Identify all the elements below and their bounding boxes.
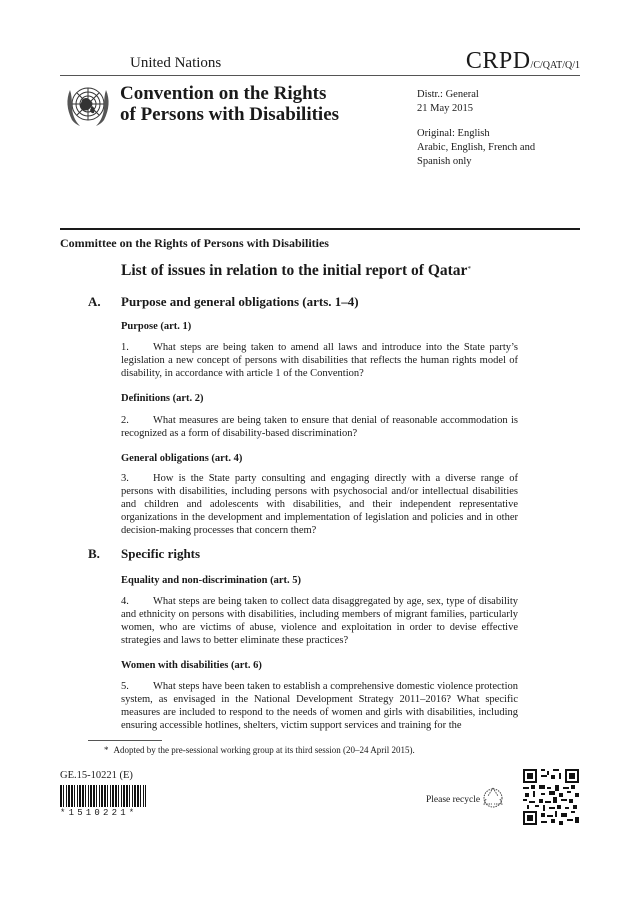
subsection-heading: Equality and non-discrimination (art. 5) bbox=[121, 575, 301, 586]
qr-code-icon bbox=[523, 769, 579, 825]
subsection-heading: General obligations (art. 4) bbox=[121, 453, 243, 464]
subsection-heading: Definitions (art. 2) bbox=[121, 393, 204, 404]
paragraph-1 bbox=[121, 341, 518, 380]
symbol-main: CRPD bbox=[465, 48, 531, 74]
recycle-icon bbox=[482, 786, 504, 808]
footnote bbox=[104, 745, 415, 755]
footnote-text: Adopted by the pre-sessional working group at its third session (20–24 April 2015). bbox=[113, 745, 415, 755]
language-block bbox=[417, 127, 567, 169]
org-name: United Nations bbox=[130, 55, 222, 71]
subsection-heading: Purpose (art. 1) bbox=[121, 321, 192, 332]
title-rule bbox=[60, 228, 580, 230]
para-text: How is the State party consulting and engaging directly with a diverse range of persons with disabilities, including persons with psychosocial and/or intellectual disabilities and children and adolescents with disabilities, and their independent representative organizations in the development and implementation of legislation and policies and in other decision-making processes that concern them? bbox=[121, 473, 518, 536]
symbol-suffix: /C/QAT/Q/1 bbox=[530, 60, 580, 71]
para-text: What steps are being taken to collect data disaggregated by age, sex, type of disability and ethnicity on persons with disabilities, including members of migrant families, particularly women, who are victims of abuse, violence and exploitation in order to devise effective strategies and laws to better eliminate these practices? bbox=[121, 596, 518, 646]
original-language: Original: English bbox=[417, 128, 490, 139]
subsection-heading: Women with disabilities (art. 6) bbox=[121, 660, 262, 671]
languages-line1: Arabic, English, French and bbox=[417, 142, 536, 153]
barcode-icon bbox=[60, 785, 146, 807]
committee-name: Committee on the Rights of Persons with Disabilities bbox=[60, 236, 329, 250]
distribution-block bbox=[417, 88, 479, 116]
para-number: 2. bbox=[121, 415, 129, 426]
treaty-title-line1: Convention on the Rights bbox=[120, 83, 327, 104]
distribution: Distr.: General bbox=[417, 89, 479, 100]
document-title bbox=[121, 262, 471, 280]
header-rule bbox=[60, 75, 580, 76]
paragraph-3 bbox=[121, 472, 518, 537]
treaty-title-line2: of Persons with Disabilities bbox=[120, 104, 340, 125]
paragraph-5 bbox=[121, 680, 518, 732]
footnote-mark: * bbox=[104, 745, 109, 755]
section-letter: A. bbox=[88, 294, 101, 309]
para-text: What steps have been taken to establish a comprehensive domestic violence protection system, as envisaged in the National Development Strategy 2011–2016? What specific measures are included to respond to the needs of women and girls with disabilities, including ensuring accessible hotlines, shelters, victim support services and training for the bbox=[121, 681, 518, 731]
recycle-text: Please recycle bbox=[426, 795, 481, 805]
document-title-text: List of issues in relation to the initial report of Qatar bbox=[121, 262, 468, 279]
footnote-rule bbox=[88, 740, 162, 741]
section-b-heading bbox=[88, 546, 538, 564]
para-number: 4. bbox=[121, 596, 129, 607]
para-text: What measures are being taken to ensure that denial of reasonable accommodation is recognized as a form of disability-based discrimination? bbox=[121, 415, 518, 439]
para-text: What steps are being taken to amend all laws and introduce into the State party’s legislation a new concept of persons with disabilities that reflects the human rights model of disability, in accordance with article 1 of the Convention? bbox=[121, 342, 518, 379]
barcode-text: *1510221* bbox=[60, 808, 138, 818]
section-a-heading bbox=[88, 294, 538, 312]
section-letter: B. bbox=[88, 546, 100, 561]
paragraph-2 bbox=[121, 414, 518, 440]
section-title: Specific rights bbox=[121, 546, 201, 561]
title-footnote-link[interactable]: * bbox=[467, 265, 471, 273]
document-symbol bbox=[466, 48, 580, 75]
un-emblem-icon bbox=[62, 80, 114, 132]
issue-date: 21 May 2015 bbox=[417, 103, 473, 114]
treaty-body-title bbox=[120, 83, 339, 125]
languages-line2: Spanish only bbox=[417, 156, 472, 167]
paragraph-4 bbox=[121, 595, 518, 647]
para-number: 1. bbox=[121, 342, 129, 353]
para-number: 3. bbox=[121, 473, 129, 484]
job-number: GE.15-10221 (E) bbox=[60, 770, 133, 781]
para-number: 5. bbox=[121, 681, 129, 692]
section-title: Purpose and general obligations (arts. 1–4) bbox=[121, 294, 359, 309]
